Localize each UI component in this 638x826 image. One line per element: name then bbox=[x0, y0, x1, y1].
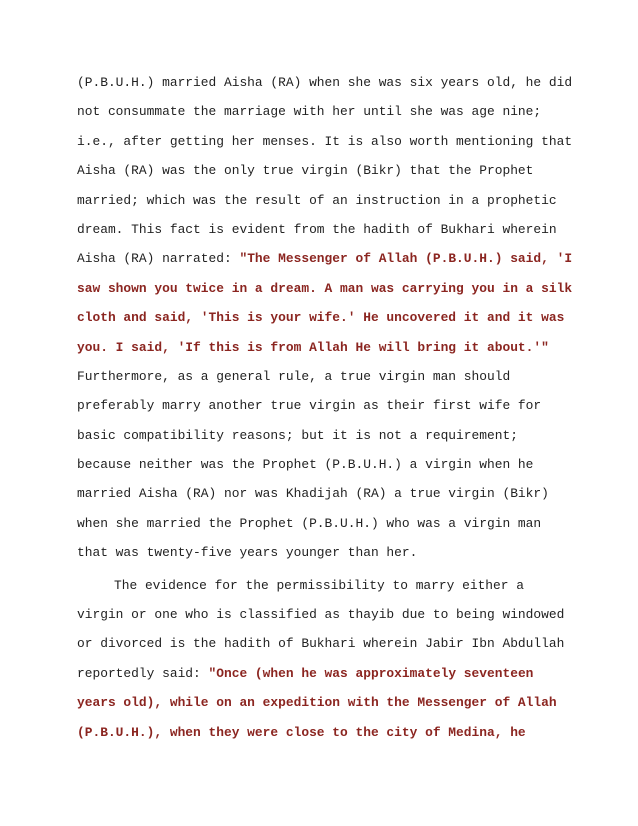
text-line: (P.B.U.H.) married Aisha (RA) when she was six years old, he did bbox=[77, 75, 573, 90]
hadith-quote-line: cloth and said, 'This is your wife.' He uncovered it and it was bbox=[77, 310, 565, 326]
text-line: because neither was the Prophet (P.B.U.H.) a virgin when he bbox=[77, 457, 534, 473]
text-line: Aisha (RA) was the only true virgin (Bikr) that the Prophet bbox=[77, 163, 534, 179]
text-line: Furthermore, as a general rule, a true virgin man should bbox=[77, 368, 511, 384]
hadith-quote: "Once (when he was approximately seventeen bbox=[208, 665, 534, 681]
text-line: virgin or one who is classified as thayib due to being windowed bbox=[77, 607, 565, 623]
hadith-quote-line: saw shown you twice in a dream. A man was carrying you in a silk bbox=[77, 280, 573, 296]
narration-intro: Aisha (RA) narrated: bbox=[77, 251, 240, 267]
text-line: not consummate the marriage with her until she was age nine; bbox=[77, 104, 542, 120]
hadith-quote-line: you. I said, 'If this is from Allah He will bring it about.'" bbox=[77, 339, 549, 355]
text-line: when she married the Prophet (P.B.U.H.) who was a virgin man bbox=[77, 515, 542, 531]
text-line: i.e., after getting her menses. It is also worth mentioning that bbox=[77, 133, 573, 149]
hadith-quote-line: (P.B.U.H.), when they were close to the city of Medina, he bbox=[77, 724, 526, 740]
hadith-quote-line: years old), while on an expedition with the Messenger of Allah bbox=[77, 695, 557, 711]
text-line: preferably marry another true virgin as their first wife for bbox=[77, 398, 542, 414]
text-line: dream. This fact is evident from the hadith of Bukhari wherein bbox=[77, 221, 557, 237]
text-line: married Aisha (RA) nor was Khadijah (RA) a true virgin (Bikr) bbox=[77, 486, 549, 502]
text-line bbox=[77, 659, 598, 688]
text-line: or divorced is the hadith of Bukhari wherein Jabir Ibn Abdullah bbox=[77, 636, 565, 652]
narration-intro: reportedly said: bbox=[77, 665, 209, 681]
text-line bbox=[77, 244, 598, 273]
hadith-quote: "The Messenger of Allah (P.B.U.H.) said, 'I bbox=[239, 251, 573, 267]
paragraph-2 bbox=[77, 571, 598, 747]
text-line: basic compatibility reasons; but it is not a requirement; bbox=[77, 427, 518, 443]
text-line: married; which was the result of an instruction in a prophetic bbox=[77, 192, 557, 208]
paragraph-1 bbox=[77, 68, 598, 568]
text-line: The evidence for the permissibility to marry either a bbox=[114, 577, 524, 593]
text-line: that was twenty-five years younger than her. bbox=[77, 545, 418, 561]
